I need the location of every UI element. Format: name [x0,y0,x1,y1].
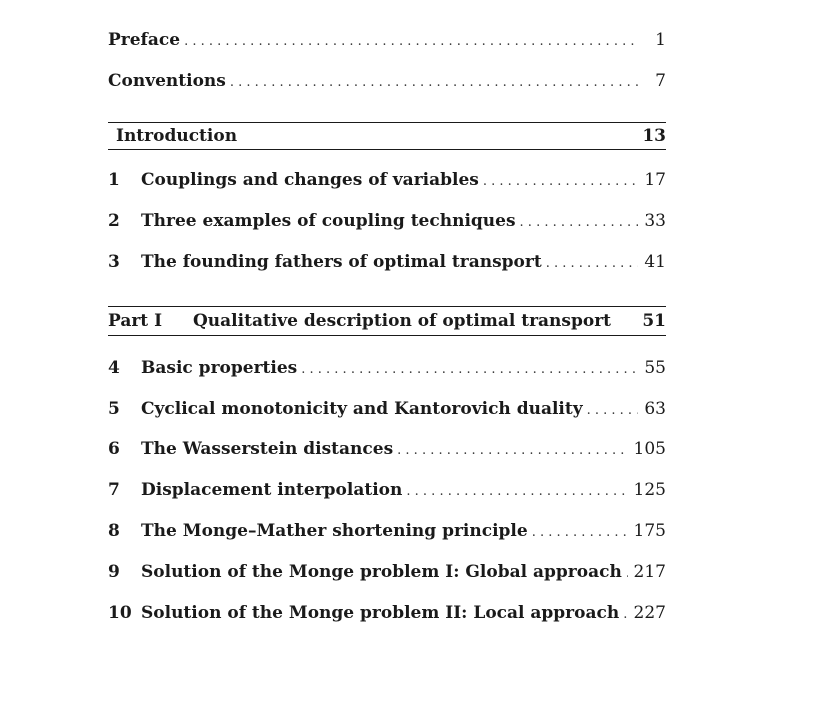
chapter-number: 6 [108,439,120,459]
entry-title: Solution of the Monge problem II: Local approach [141,603,620,623]
entry-title: Displacement interpolation [141,480,403,500]
toc-entry-chapter-4[interactable] [108,355,666,381]
toc-part-1[interactable] [108,306,666,336]
leader-dots [301,357,638,383]
part-page: 51 [642,311,666,331]
leader-dots [587,398,638,424]
toc-entry-chapter-6[interactable] [108,436,666,462]
chapter-number: 9 [108,562,120,582]
toc-entry-preface[interactable] [108,27,666,53]
chapter-number: 2 [108,211,120,231]
entry-page: 41 [644,252,666,272]
entry-page: 63 [644,399,666,419]
entry-title: Conventions [108,71,226,91]
part-label: Part I [108,311,163,331]
entry-page: 175 [633,521,666,541]
entry-page: 55 [644,358,666,378]
entry-title: The Wasserstein distances [141,439,394,459]
entry-page: 7 [655,71,666,91]
part-page: 13 [642,126,666,146]
toc-entry-chapter-1[interactable] [108,167,666,193]
chapter-number: 8 [108,521,120,541]
toc-entry-chapter-7[interactable] [108,477,666,503]
entry-page: 125 [633,480,666,500]
leader-dots [406,479,627,505]
chapter-number: 5 [108,399,120,419]
entry-title: The Monge–Mather shortening principle [141,521,528,541]
toc-entry-chapter-9[interactable] [108,559,666,585]
entry-page: 217 [633,562,666,582]
entry-page: 33 [644,211,666,231]
leader-dots [626,561,628,587]
part-title: Introduction [116,126,238,146]
chapter-number: 7 [108,480,120,500]
leader-dots [184,29,638,55]
entry-title: Couplings and changes of variables [141,170,479,190]
leader-dots [483,169,638,195]
entry-title: Preface [108,30,181,50]
chapter-number: 1 [108,170,120,190]
toc-entry-chapter-10[interactable] [108,600,666,626]
leader-dots [230,70,638,96]
toc-entry-chapter-8[interactable] [108,518,666,544]
leader-dots [520,210,638,236]
leader-dots [397,438,627,464]
entry-title: Cyclical monotonicity and Kantorovich duality [141,399,583,419]
entry-page: 17 [644,170,666,190]
toc-part-introduction[interactable] [108,122,666,150]
toc-entry-conventions[interactable] [108,68,666,94]
entry-page: 1 [655,30,666,50]
entry-page: 105 [633,439,666,459]
chapter-number: 10 [108,603,132,623]
part-title: Qualitative description of optimal transport [193,311,612,331]
toc-entry-chapter-3[interactable] [108,249,666,275]
entry-title: The founding fathers of optimal transport [141,252,542,272]
entry-title: Solution of the Monge problem I: Global approach [141,562,622,582]
leader-dots [623,602,627,628]
entry-title: Three examples of coupling techniques [141,211,516,231]
entry-title: Basic properties [141,358,298,378]
toc-entry-chapter-5[interactable] [108,396,666,422]
toc-entry-chapter-2[interactable] [108,208,666,234]
leader-dots [532,520,628,546]
leader-dots [546,251,638,277]
entry-page: 227 [633,603,666,623]
chapter-number: 4 [108,358,120,378]
chapter-number: 3 [108,252,120,272]
